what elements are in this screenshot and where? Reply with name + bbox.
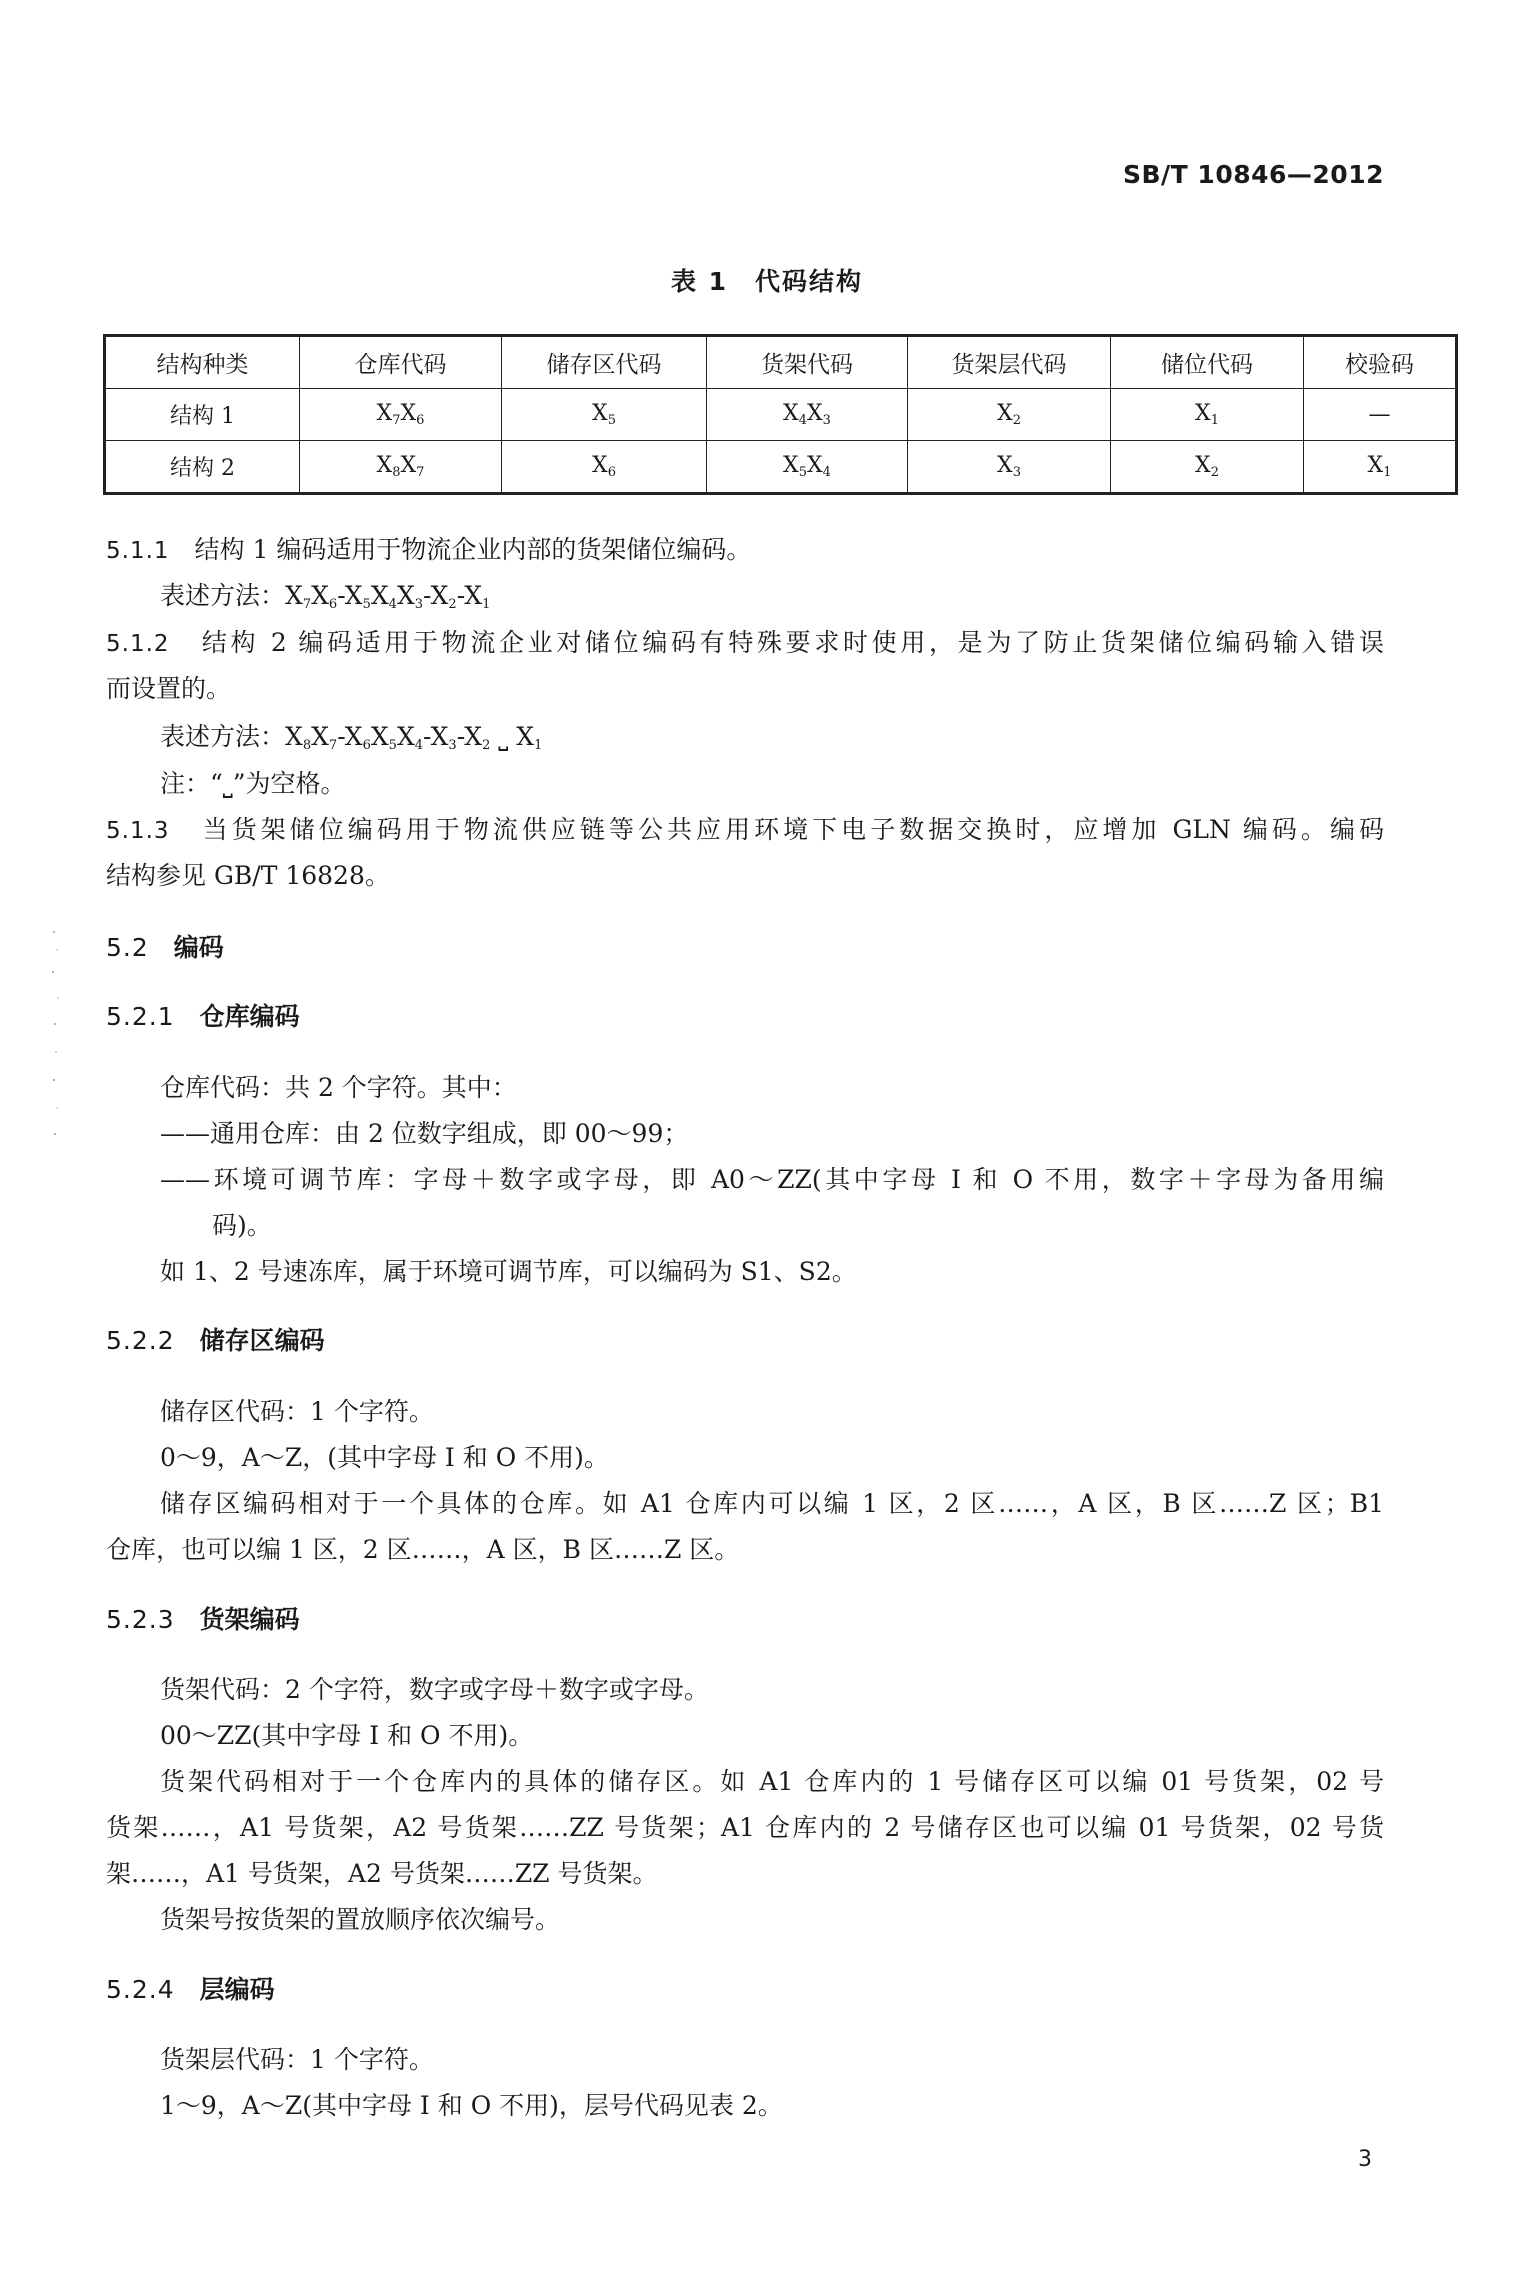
code-expression — [285, 722, 542, 751]
paragraph-cont: 货架……，A1 号货架，A2 号货架……ZZ 号货架；A1 仓库内的 2 号储存区也可以编 01 号货架，02 号货 — [106, 1813, 1384, 1842]
paragraph-cont: 架……，A1 号货架，A2 号货架……ZZ 号货架。 — [106, 1859, 658, 1888]
paragraph: 货架层代码：1 个字符。 — [160, 2045, 434, 2074]
heading-5-2: 5.2 编码 — [106, 933, 224, 962]
code-symbol: X — [311, 581, 329, 610]
clause-5-1-3: 5.1.3 当货架储位编码用于物流供应链等公共应用环境下电子数据交换时，应增加 GLN 编码。编码 — [106, 815, 1384, 844]
code-expression — [285, 581, 490, 610]
clause-5-1-1: 5.1.1 结构 1 编码适用于物流企业内部的货架储位编码。 — [106, 535, 752, 564]
table-cell-check: $X_1$ — [1304, 441, 1457, 494]
table-cell-check: — — [1304, 389, 1457, 441]
code-separator: ⎵ — [490, 722, 517, 751]
expression-structure-2: 表述方法：$X_8X_7-X_6X_5X_4-X_3-X_2$ ⎵ $X_1$ — [160, 722, 543, 753]
paragraph: 00～ZZ(其中字母 I 和 O 不用)。 — [160, 1721, 534, 1750]
code-separator: - — [456, 581, 465, 610]
code-symbol: X — [396, 722, 415, 751]
heading-5-2-3: 5.2.3 货架编码 — [106, 1605, 300, 1634]
code-subscript: 3 — [414, 597, 424, 612]
code-symbol: X — [311, 722, 329, 751]
code-separator: - — [337, 722, 345, 751]
heading-5-2-4: 5.2.4 层编码 — [106, 1975, 275, 2004]
code-subscript: 1 — [482, 597, 491, 612]
code-symbol: X — [370, 581, 389, 610]
code-symbol: X — [344, 581, 363, 610]
table-cell-warehouse: $X_7X_6$ — [300, 389, 502, 441]
code-structure-table — [103, 334, 1458, 495]
code-symbol: X — [464, 722, 483, 751]
table-cell-zone: $X_6$ — [502, 441, 707, 494]
code-subscript: 3 — [448, 738, 457, 753]
table-cell-zone: $X_5$ — [502, 389, 707, 441]
code-symbol: X — [464, 581, 483, 610]
paragraph: 1～9，A～Z(其中字母 I 和 O 不用)，层号代码见表 2。 — [160, 2091, 783, 2120]
heading-5-2-2: 5.2.2 储存区编码 — [106, 1326, 325, 1355]
code-subscript: 7 — [302, 597, 312, 612]
code-symbol: X — [285, 581, 303, 610]
paragraph: 0～9，A～Z，(其中字母 I 和 O 不用)。 — [160, 1443, 609, 1472]
code-subscript: 4 — [388, 597, 397, 612]
list-item-cont: 码)。 — [212, 1211, 272, 1240]
code-subscript: 6 — [362, 738, 371, 753]
code-symbol: X — [430, 581, 449, 610]
code-subscript: 7 — [328, 738, 338, 753]
table-cell-shelf: $X_4X_3$ — [707, 389, 908, 441]
code-symbol: X — [430, 722, 449, 751]
heading-5-2-1: 5.2.1 仓库编码 — [106, 1002, 300, 1031]
table-cell-warehouse: $X_8X_7$ — [300, 441, 502, 494]
code-subscript: 8 — [302, 738, 312, 753]
code-subscript: 1 — [534, 738, 543, 753]
paragraph: 货架号按货架的置放顺序依次编号。 — [160, 1905, 561, 1934]
list-item: ——通用仓库：由 2 位数字组成，即 00～99； — [160, 1119, 689, 1148]
table-row — [105, 389, 1457, 441]
table-cell-structure: 结构 1 — [105, 389, 300, 441]
scan-margin-specks — [50, 920, 62, 1160]
paragraph: 储存区代码：1 个字符。 — [160, 1397, 434, 1426]
table-title: 表 1 代码结构 — [670, 267, 864, 296]
table-header-row — [105, 336, 1457, 389]
table-cell-slot: $X_2$ — [1111, 441, 1304, 494]
table-row — [105, 441, 1457, 494]
code-subscript: 5 — [388, 738, 397, 753]
code-symbol: X — [285, 722, 303, 751]
code-symbol: X — [344, 722, 363, 751]
table-header-cell: 仓库代码 — [300, 336, 502, 389]
table-header-cell: 货架代码 — [707, 336, 908, 389]
table-header-cell: 校验码 — [1304, 336, 1457, 389]
table-header-cell: 储存区代码 — [502, 336, 707, 389]
clause-5-1-2: 5.1.2 结构 2 编码适用于物流企业对储位编码有特殊要求时使用，是为了防止货架储位编码输入错误 — [106, 628, 1384, 657]
code-separator: - — [423, 581, 431, 610]
table-cell-structure: 结构 2 — [105, 441, 300, 494]
paragraph: 仓库代码：共 2 个字符。其中： — [160, 1073, 517, 1102]
paragraph-cont: 仓库，也可以编 1 区，2 区……，A 区，B 区……Z 区。 — [106, 1535, 740, 1564]
code-subscript: 2 — [448, 597, 457, 612]
table-cell-slot: $X_1$ — [1111, 389, 1304, 441]
code-subscript: 5 — [362, 597, 371, 612]
table-header-cell: 储位代码 — [1111, 336, 1304, 389]
code-separator: - — [337, 581, 345, 610]
code-separator: - — [423, 722, 431, 751]
clause-5-1-3-cont: 结构参见 GB/T 16828。 — [106, 861, 390, 890]
table-cell-layer: $X_3$ — [908, 441, 1111, 494]
code-symbol: X — [516, 722, 535, 751]
paragraph: 货架代码：2 个字符，数字或字母＋数字或字母。 — [160, 1675, 709, 1704]
page-number: 3 — [1358, 2147, 1372, 2172]
code-subscript: 6 — [328, 597, 338, 612]
table-cell-shelf: $X_5X_4$ — [707, 441, 908, 494]
paragraph: 如 1、2 号速冻库，属于环境可调节库，可以编码为 S1、S2。 — [160, 1257, 857, 1286]
paragraph: 货架代码相对于一个仓库内的具体的储存区。如 A1 仓库内的 1 号储存区可以编 01 号货架，02 号 — [160, 1767, 1384, 1796]
paragraph: 储存区编码相对于一个具体的仓库。如 A1 仓库内可以编 1 区，2 区……，A 区，B 区……Z 区；B1 — [160, 1489, 1384, 1518]
table-header-cell: 结构种类 — [105, 336, 300, 389]
clause-5-1-2-cont: 而设置的。 — [106, 674, 232, 703]
code-subscript: 4 — [414, 738, 424, 753]
table-cell-layer: $X_2$ — [908, 389, 1111, 441]
table-header-cell: 货架层代码 — [908, 336, 1111, 389]
list-item: ——环境可调节库：字母＋数字或字母，即 A0～ZZ(其中字母 I 和 O 不用，数字＋字母为备用编 — [160, 1165, 1384, 1194]
note-space: 注：“⎵”为空格。 — [160, 769, 346, 798]
standard-number: SB/T 10846—2012 — [1122, 160, 1384, 189]
code-symbol: X — [396, 581, 415, 610]
code-subscript: 2 — [482, 738, 491, 753]
expression-structure-1: 表述方法：$X_7X_6-X_5X_4X_3-X_2-X_1$ — [160, 581, 491, 612]
code-separator: - — [456, 722, 465, 751]
code-symbol: X — [370, 722, 389, 751]
